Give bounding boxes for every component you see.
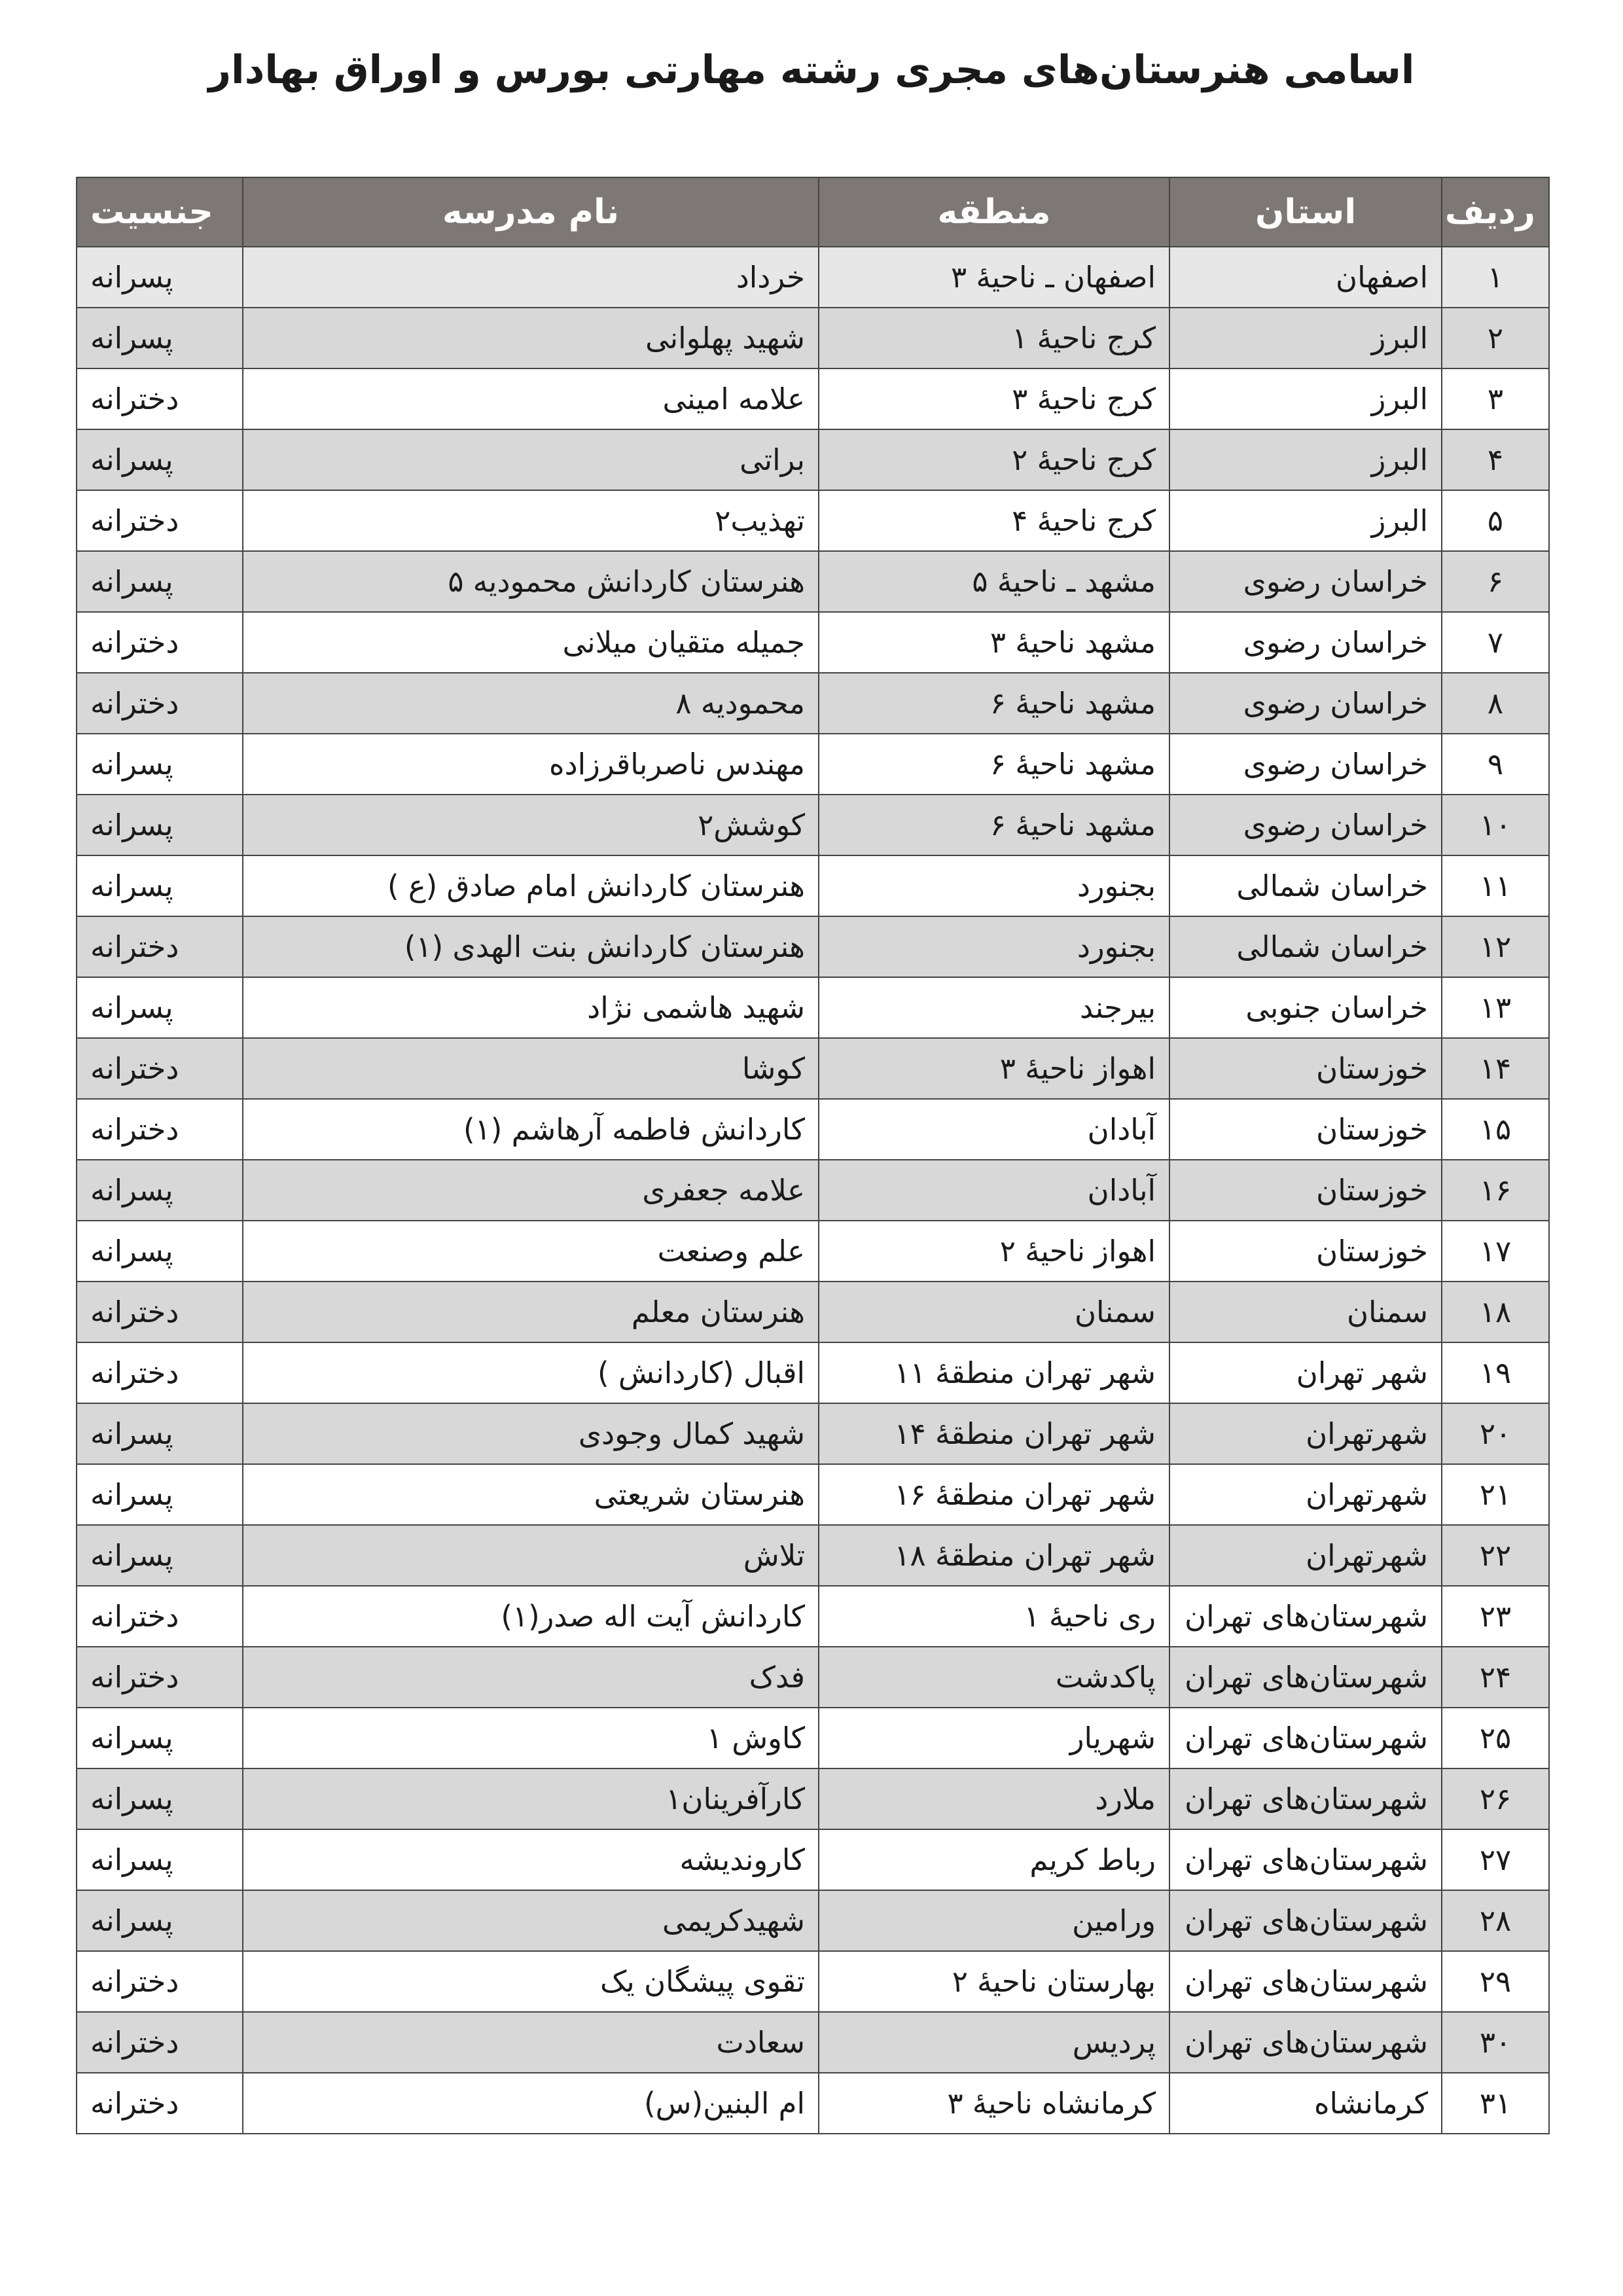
cell-radif: ۱ bbox=[1442, 247, 1549, 308]
cell-school-name: سعادت bbox=[243, 2012, 819, 2073]
table-row bbox=[77, 1403, 1549, 1464]
cell-school-name: هنرستان شریعتی bbox=[243, 1464, 819, 1525]
table-row bbox=[77, 1038, 1549, 1099]
cell-mantaqe: اهواز ناحیۀ ۳ bbox=[819, 1038, 1169, 1099]
cell-gender: پسرانه bbox=[77, 429, 243, 490]
cell-radif: ۲۷ bbox=[1442, 1829, 1549, 1890]
cell-gender: دخترانه bbox=[77, 1342, 243, 1403]
cell-gender: دخترانه bbox=[77, 1647, 243, 1708]
cell-gender: دخترانه bbox=[77, 1282, 243, 1342]
cell-mantaqe: مشهد ـ ناحیۀ ۵ bbox=[819, 551, 1169, 612]
cell-radif: ۱۴ bbox=[1442, 1038, 1549, 1099]
cell-gender: دخترانه bbox=[77, 2012, 243, 2073]
cell-ostan: سمنان bbox=[1169, 1282, 1442, 1342]
cell-gender: پسرانه bbox=[77, 977, 243, 1038]
cell-ostan: شهرستان‌های تهران bbox=[1169, 1708, 1442, 1768]
table-row bbox=[77, 734, 1549, 795]
cell-mantaqe: شهر تهران منطقۀ ۱۱ bbox=[819, 1342, 1169, 1403]
cell-radif: ۱۵ bbox=[1442, 1099, 1549, 1160]
cell-radif: ۶ bbox=[1442, 551, 1549, 612]
table-row bbox=[77, 429, 1549, 490]
cell-gender: پسرانه bbox=[77, 1768, 243, 1829]
cell-ostan: خراسان جنوبی bbox=[1169, 977, 1442, 1038]
cell-school-name: علامه جعفری bbox=[243, 1160, 819, 1221]
table-row bbox=[77, 855, 1549, 916]
cell-school-name: اقبال (کاردانش ) bbox=[243, 1342, 819, 1403]
header-radif: ردیف bbox=[1442, 177, 1549, 247]
cell-radif: ۱۹ bbox=[1442, 1342, 1549, 1403]
cell-gender: دخترانه bbox=[77, 612, 243, 673]
cell-ostan: شهرستان‌های تهران bbox=[1169, 1586, 1442, 1647]
table-row bbox=[77, 612, 1549, 673]
cell-gender: پسرانه bbox=[77, 1464, 243, 1525]
cell-school-name: کاروندیشه bbox=[243, 1829, 819, 1890]
cell-mantaqe: ملارد bbox=[819, 1768, 1169, 1829]
cell-mantaqe: مشهد ناحیۀ ۳ bbox=[819, 612, 1169, 673]
cell-ostan: شهرستان‌های تهران bbox=[1169, 1768, 1442, 1829]
cell-gender: پسرانه bbox=[77, 1160, 243, 1221]
cell-school-name: فدک bbox=[243, 1647, 819, 1708]
cell-school-name: شهید هاشمی نژاد bbox=[243, 977, 819, 1038]
cell-ostan: خراسان شمالی bbox=[1169, 855, 1442, 916]
cell-school-name: کاردانش فاطمه آرهاشم (۱) bbox=[243, 1099, 819, 1160]
cell-ostan: شهرستان‌های تهران bbox=[1169, 1951, 1442, 2012]
cell-gender: دخترانه bbox=[77, 368, 243, 429]
cell-ostan: شهرستان‌های تهران bbox=[1169, 2012, 1442, 2073]
cell-radif: ۳۱ bbox=[1442, 2073, 1549, 2134]
cell-radif: ۲۸ bbox=[1442, 1890, 1549, 1951]
table-row bbox=[77, 1221, 1549, 1282]
cell-ostan: البرز bbox=[1169, 308, 1442, 368]
cell-gender: دخترانه bbox=[77, 490, 243, 551]
cell-school-name: هنرستان کاردانش بنت الهدی (۱) bbox=[243, 916, 819, 977]
cell-gender: پسرانه bbox=[77, 1890, 243, 1951]
cell-radif: ۳ bbox=[1442, 368, 1549, 429]
cell-school-name: کوشا bbox=[243, 1038, 819, 1099]
cell-ostan: خراسان رضوی bbox=[1169, 612, 1442, 673]
table-row bbox=[77, 795, 1549, 855]
cell-gender: دخترانه bbox=[77, 673, 243, 734]
cell-radif: ۹ bbox=[1442, 734, 1549, 795]
cell-ostan: شهرستان‌های تهران bbox=[1169, 1829, 1442, 1890]
cell-school-name: براتی bbox=[243, 429, 819, 490]
cell-gender: پسرانه bbox=[77, 1403, 243, 1464]
cell-ostan: شهرستان‌های تهران bbox=[1169, 1647, 1442, 1708]
cell-ostan: خوزستان bbox=[1169, 1038, 1442, 1099]
table-row bbox=[77, 1160, 1549, 1221]
cell-radif: ۱۳ bbox=[1442, 977, 1549, 1038]
cell-ostan: شهرستان‌های تهران bbox=[1169, 1890, 1442, 1951]
table-row bbox=[77, 1768, 1549, 1829]
table-row bbox=[77, 1099, 1549, 1160]
table-row bbox=[77, 368, 1549, 429]
header-ostan: استان bbox=[1169, 177, 1442, 247]
header-mantaqe: منطقه bbox=[819, 177, 1169, 247]
cell-school-name: ام البنین(س) bbox=[243, 2073, 819, 2134]
cell-ostan: خوزستان bbox=[1169, 1221, 1442, 1282]
cell-mantaqe: شهر تهران منطقۀ ۱۶ bbox=[819, 1464, 1169, 1525]
cell-radif: ۴ bbox=[1442, 429, 1549, 490]
cell-radif: ۱۰ bbox=[1442, 795, 1549, 855]
header-school-name: نام مدرسه bbox=[243, 177, 819, 247]
cell-mantaqe: پاکدشت bbox=[819, 1647, 1169, 1708]
cell-mantaqe: کرمانشاه ناحیۀ ۳ bbox=[819, 2073, 1169, 2134]
table-row bbox=[77, 2012, 1549, 2073]
cell-radif: ۱۱ bbox=[1442, 855, 1549, 916]
cell-radif: ۱۸ bbox=[1442, 1282, 1549, 1342]
cell-mantaqe: بیرجند bbox=[819, 977, 1169, 1038]
cell-school-name: خرداد bbox=[243, 247, 819, 308]
cell-gender: پسرانه bbox=[77, 1525, 243, 1586]
cell-school-name: علامه امینی bbox=[243, 368, 819, 429]
cell-mantaqe: پردیس bbox=[819, 2012, 1169, 2073]
cell-school-name: هنرستان کاردانش محمودیه ۵ bbox=[243, 551, 819, 612]
cell-gender: پسرانه bbox=[77, 551, 243, 612]
cell-mantaqe: شهریار bbox=[819, 1708, 1169, 1768]
cell-mantaqe: مشهد ناحیۀ ۶ bbox=[819, 795, 1169, 855]
table-row bbox=[77, 916, 1549, 977]
cell-ostan: البرز bbox=[1169, 368, 1442, 429]
cell-gender: پسرانه bbox=[77, 247, 243, 308]
table-row bbox=[77, 977, 1549, 1038]
cell-radif: ۱۲ bbox=[1442, 916, 1549, 977]
cell-ostan: شهرتهران bbox=[1169, 1525, 1442, 1586]
table-row bbox=[77, 1951, 1549, 2012]
cell-ostan: کرمانشاه bbox=[1169, 2073, 1442, 2134]
table-body bbox=[77, 247, 1549, 2134]
cell-school-name: تهذیب۲ bbox=[243, 490, 819, 551]
cell-ostan: شهرتهران bbox=[1169, 1464, 1442, 1525]
cell-mantaqe: شهر تهران منطقۀ ۱۴ bbox=[819, 1403, 1169, 1464]
cell-radif: ۲۰ bbox=[1442, 1403, 1549, 1464]
table-row bbox=[77, 1282, 1549, 1342]
cell-mantaqe: بجنورد bbox=[819, 916, 1169, 977]
page-title: اسامی هنرستان‌های مجری رشته مهارتی بورس و اوراق بهادار bbox=[208, 47, 1415, 93]
table-header-row bbox=[77, 177, 1549, 247]
schools-table bbox=[76, 177, 1550, 2134]
cell-school-name: کاردانش آیت اله صدر(۱) bbox=[243, 1586, 819, 1647]
cell-gender: دخترانه bbox=[77, 1586, 243, 1647]
cell-school-name: تقوی پیشگان یک bbox=[243, 1951, 819, 2012]
cell-school-name: هنرستان معلم bbox=[243, 1282, 819, 1342]
cell-ostan: شهر تهران bbox=[1169, 1342, 1442, 1403]
table-row bbox=[77, 247, 1549, 308]
cell-ostan: شهرتهران bbox=[1169, 1403, 1442, 1464]
cell-ostan: خراسان رضوی bbox=[1169, 795, 1442, 855]
cell-gender: دخترانه bbox=[77, 1951, 243, 2012]
table-row bbox=[77, 308, 1549, 368]
cell-radif: ۲۴ bbox=[1442, 1647, 1549, 1708]
cell-radif: ۲۶ bbox=[1442, 1768, 1549, 1829]
cell-ostan: خراسان رضوی bbox=[1169, 673, 1442, 734]
cell-radif: ۲۹ bbox=[1442, 1951, 1549, 2012]
cell-ostan: خراسان رضوی bbox=[1169, 551, 1442, 612]
cell-school-name: کوشش۲ bbox=[243, 795, 819, 855]
cell-school-name: شهید پهلوانی bbox=[243, 308, 819, 368]
cell-gender: پسرانه bbox=[77, 1221, 243, 1282]
cell-mantaqe: بهارستان ناحیۀ ۲ bbox=[819, 1951, 1169, 2012]
cell-ostan: اصفهان bbox=[1169, 247, 1442, 308]
cell-school-name: تلاش bbox=[243, 1525, 819, 1586]
cell-school-name: شهید کمال وجودی bbox=[243, 1403, 819, 1464]
table-row bbox=[77, 1647, 1549, 1708]
cell-radif: ۸ bbox=[1442, 673, 1549, 734]
cell-school-name: هنرستان کاردانش امام صادق (ع ) bbox=[243, 855, 819, 916]
cell-school-name: علم وصنعت bbox=[243, 1221, 819, 1282]
cell-mantaqe: مشهد ناحیۀ ۶ bbox=[819, 673, 1169, 734]
cell-ostan: خراسان رضوی bbox=[1169, 734, 1442, 795]
cell-ostan: خوزستان bbox=[1169, 1099, 1442, 1160]
cell-radif: ۱۶ bbox=[1442, 1160, 1549, 1221]
table-row bbox=[77, 1890, 1549, 1951]
cell-mantaqe: آبادان bbox=[819, 1160, 1169, 1221]
cell-gender: دخترانه bbox=[77, 1038, 243, 1099]
cell-school-name: کارآفرینان۱ bbox=[243, 1768, 819, 1829]
cell-mantaqe: ورامین bbox=[819, 1890, 1169, 1951]
cell-ostan: خراسان شمالی bbox=[1169, 916, 1442, 977]
cell-ostan: البرز bbox=[1169, 429, 1442, 490]
cell-radif: ۳۰ bbox=[1442, 2012, 1549, 2073]
cell-mantaqe: کرج ناحیۀ ۲ bbox=[819, 429, 1169, 490]
cell-radif: ۲۱ bbox=[1442, 1464, 1549, 1525]
cell-mantaqe: مشهد ناحیۀ ۶ bbox=[819, 734, 1169, 795]
cell-gender: پسرانه bbox=[77, 1708, 243, 1768]
table-row bbox=[77, 2073, 1549, 2134]
cell-gender: دخترانه bbox=[77, 2073, 243, 2134]
table-row bbox=[77, 1708, 1549, 1768]
cell-mantaqe: شهر تهران منطقۀ ۱۸ bbox=[819, 1525, 1169, 1586]
table-row bbox=[77, 1342, 1549, 1403]
cell-mantaqe: کرج ناحیۀ ۳ bbox=[819, 368, 1169, 429]
cell-gender: دخترانه bbox=[77, 916, 243, 977]
table-row bbox=[77, 1525, 1549, 1586]
table-row bbox=[77, 1464, 1549, 1525]
cell-radif: ۵ bbox=[1442, 490, 1549, 551]
cell-gender: پسرانه bbox=[77, 795, 243, 855]
cell-mantaqe: ری ناحیۀ ۱ bbox=[819, 1586, 1169, 1647]
cell-radif: ۲ bbox=[1442, 308, 1549, 368]
cell-school-name: کاوش ۱ bbox=[243, 1708, 819, 1768]
cell-school-name: محمودیه ۸ bbox=[243, 673, 819, 734]
cell-school-name: شهیدکریمی bbox=[243, 1890, 819, 1951]
cell-gender: پسرانه bbox=[77, 855, 243, 916]
table-row bbox=[77, 673, 1549, 734]
cell-gender: پسرانه bbox=[77, 734, 243, 795]
cell-mantaqe: اهواز ناحیۀ ۲ bbox=[819, 1221, 1169, 1282]
cell-mantaqe: اصفهان ـ ناحیۀ ۳ bbox=[819, 247, 1169, 308]
cell-ostan: خوزستان bbox=[1169, 1160, 1442, 1221]
cell-school-name: جمیله متقیان میلانی bbox=[243, 612, 819, 673]
cell-school-name: مهندس ناصرباقرزاده bbox=[243, 734, 819, 795]
cell-mantaqe: رباط کریم bbox=[819, 1829, 1169, 1890]
table-row bbox=[77, 551, 1549, 612]
cell-radif: ۱۷ bbox=[1442, 1221, 1549, 1282]
table-row bbox=[77, 1829, 1549, 1890]
cell-gender: دخترانه bbox=[77, 1099, 243, 1160]
cell-gender: پسرانه bbox=[77, 308, 243, 368]
table-row bbox=[77, 490, 1549, 551]
header-gender: جنسیت bbox=[77, 177, 243, 247]
cell-ostan: البرز bbox=[1169, 490, 1442, 551]
cell-radif: ۷ bbox=[1442, 612, 1549, 673]
cell-mantaqe: بجنورد bbox=[819, 855, 1169, 916]
table-row bbox=[77, 1586, 1549, 1647]
cell-mantaqe: کرج ناحیۀ ۱ bbox=[819, 308, 1169, 368]
cell-gender: پسرانه bbox=[77, 1829, 243, 1890]
cell-mantaqe: سمنان bbox=[819, 1282, 1169, 1342]
cell-radif: ۲۳ bbox=[1442, 1586, 1549, 1647]
cell-radif: ۲۵ bbox=[1442, 1708, 1549, 1768]
cell-mantaqe: آبادان bbox=[819, 1099, 1169, 1160]
cell-radif: ۲۲ bbox=[1442, 1525, 1549, 1586]
cell-mantaqe: کرج ناحیۀ ۴ bbox=[819, 490, 1169, 551]
